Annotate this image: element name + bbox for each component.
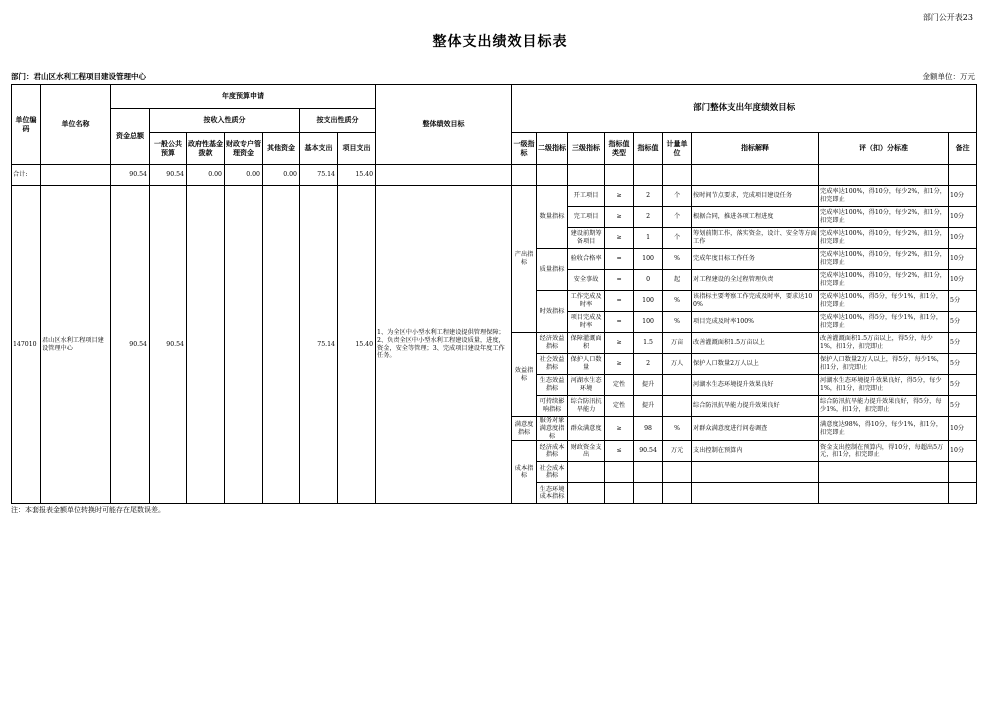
l1-cost: 成本指标 <box>512 441 537 504</box>
col-basic-exp: 基本支出 <box>300 133 338 165</box>
l3-indicator: 群众满意度 <box>568 417 605 441</box>
amount-unit-label: 金额单位：万元 <box>922 72 975 81</box>
value-type: ≥ <box>605 186 634 207</box>
measure-unit: 个 <box>663 186 692 207</box>
remark: 10分 <box>949 270 977 291</box>
l3-indicator: 验收合格率 <box>568 249 605 270</box>
col-total-funds: 资金总额 <box>111 109 150 165</box>
remark: 5分 <box>949 312 977 333</box>
l2-social: 社会效益指标 <box>537 354 568 375</box>
indicator-value: 1.5 <box>634 333 663 354</box>
col-fiscal-special: 财政专户管理资金 <box>225 133 263 165</box>
indicator-explanation: 项目完成及时率100% <box>692 312 819 333</box>
indicator-value: 98 <box>634 417 663 441</box>
measure-unit: 万人 <box>663 354 692 375</box>
indicator-explanation: 对群众满意度进行问卷调查 <box>692 417 819 441</box>
col-budget-request: 年度预算申请 <box>111 85 376 109</box>
value-type: ≥ <box>605 333 634 354</box>
scoring-standard: 完成率达100%，得10分，每少2%，扣1分，扣完即止 <box>819 249 949 270</box>
indicator-explanation: 该指标主要考察工作完成及时率，要求达100% <box>692 291 819 312</box>
l2-timeliness: 时效指标 <box>537 291 568 333</box>
measure-unit: 起 <box>663 270 692 291</box>
l3-indicator: 综合防汛抗旱能力 <box>568 396 605 417</box>
remark: 10分 <box>949 228 977 249</box>
indicator-explanation: 筹划前期工作，落实资金，设计、安全等方面工作 <box>692 228 819 249</box>
measure-unit: 万元 <box>663 441 692 462</box>
col-ind-l3: 三级指标 <box>568 133 605 165</box>
indicator-value: 2 <box>634 186 663 207</box>
scoring-standard: 完成率达100%，得5分，每少1%，扣1分，扣完即止 <box>819 291 949 312</box>
col-remark: 备注 <box>949 133 977 165</box>
indicator-explanation: 改善灌溉面积1.5万亩以上 <box>692 333 819 354</box>
l2-sustain: 可持续影响指标 <box>537 396 568 417</box>
value-type: = <box>605 249 634 270</box>
value-type: = <box>605 291 634 312</box>
table-row <box>12 186 977 207</box>
scoring-standard: 满意度达98%，得10分，每少1%，扣1分，扣完即止 <box>819 417 949 441</box>
unit-total-funds: 90.54 <box>111 186 150 504</box>
table-number-tag: 部门公开表23 <box>922 13 973 22</box>
l2-service: 服务对象满意度指标 <box>537 417 568 441</box>
remark: 5分 <box>949 333 977 354</box>
l2-quantity: 数量指标 <box>537 186 568 249</box>
total-other-value: 0.00 <box>263 165 300 186</box>
measure-unit: % <box>663 312 692 333</box>
indicator-value: 100 <box>634 291 663 312</box>
indicator-explanation: 综合防汛抗旱能力提升效果良好 <box>692 396 819 417</box>
unit-project-exp: 15.40 <box>338 186 376 504</box>
total-gov-fund-value: 0.00 <box>187 165 225 186</box>
value-type: = <box>605 312 634 333</box>
scoring-standard: 完成率达100%，得5分，每少1%，扣1分，扣完即止 <box>819 312 949 333</box>
measure-unit: % <box>663 417 692 441</box>
unit-name: 君山区水利工程项目建设管理中心 <box>41 186 111 504</box>
indicator-explanation: 河湖水生态环境提升效果良好 <box>692 375 819 396</box>
value-type: ≥ <box>605 354 634 375</box>
value-type: ≥ <box>605 228 634 249</box>
col-value: 指标值 <box>634 133 663 165</box>
col-dept-goal: 部门整体支出年度绩效目标 <box>512 85 977 133</box>
col-value-type: 指标值类型 <box>605 133 634 165</box>
indicator-explanation: 保护人口数量2万人以上 <box>692 354 819 375</box>
scoring-standard: 综合防汛抗旱能力提升效果良好，得5分，每少1%，扣1分，扣完即止 <box>819 396 949 417</box>
l2-quality: 质量指标 <box>537 249 568 291</box>
remark: 10分 <box>949 441 977 462</box>
l3-indicator: 财政资金支出 <box>568 441 605 462</box>
col-scoring: 评（扣）分标准 <box>819 133 949 165</box>
col-overall-goal: 整体绩效目标 <box>376 85 512 165</box>
scoring-standard: 资金支出控制在预算内，得10分，每超出5万元，扣1分，扣完即止 <box>819 441 949 462</box>
total-fiscal-value: 0.00 <box>225 165 263 186</box>
l1-satisfaction: 满意度指标 <box>512 417 537 441</box>
remark: 5分 <box>949 291 977 312</box>
value-type: 定性 <box>605 396 634 417</box>
l3-indicator: 河湖水生态环境 <box>568 375 605 396</box>
col-gov-fund: 政府性基金拨款 <box>187 133 225 165</box>
indicator-value: 0 <box>634 270 663 291</box>
unit-basic-exp: 75.14 <box>300 186 338 504</box>
measure-unit: 个 <box>663 228 692 249</box>
scoring-standard: 完成率达100%，得10分，每少2%，扣1分，扣完即止 <box>819 186 949 207</box>
indicator-explanation: 按时间节点要求，完成项目建设任务 <box>692 186 819 207</box>
indicator-value: 100 <box>634 312 663 333</box>
indicator-value: 90.54 <box>634 441 663 462</box>
col-unit-name: 单位名称 <box>41 85 111 165</box>
col-explanation: 指标解释 <box>692 133 819 165</box>
indicator-value: 2 <box>634 354 663 375</box>
col-unit-code: 单位编码 <box>12 85 41 165</box>
remark: 10分 <box>949 249 977 270</box>
value-type: 定性 <box>605 375 634 396</box>
value-type: ≥ <box>605 207 634 228</box>
l2-economic: 经济效益指标 <box>537 333 568 354</box>
measure-unit: % <box>663 291 692 312</box>
l3-indicator: 保障灌溉面积 <box>568 333 605 354</box>
remark: 5分 <box>949 396 977 417</box>
l3-indicator: 保护人口数量 <box>568 354 605 375</box>
indicator-explanation: 完成年度目标工作任务 <box>692 249 819 270</box>
value-type: = <box>605 270 634 291</box>
l1-benefit: 效益指标 <box>512 333 537 417</box>
l1-output: 产出指标 <box>512 186 537 333</box>
total-project-value: 15.40 <box>338 165 376 186</box>
value-type: ≤ <box>605 441 634 462</box>
remark: 10分 <box>949 186 977 207</box>
value-type: ≥ <box>605 417 634 441</box>
col-meas-unit: 计量单位 <box>663 133 692 165</box>
scoring-standard: 保护人口数量2万人以上，得5分，每少1%，扣1分，扣完即止 <box>819 354 949 375</box>
remark: 5分 <box>949 354 977 375</box>
remark: 10分 <box>949 417 977 441</box>
page-title: 整体支出绩效目标表 <box>432 34 568 50</box>
measure-unit: % <box>663 249 692 270</box>
col-other-funds: 其他资金 <box>263 133 300 165</box>
total-basic-value: 75.14 <box>300 165 338 186</box>
l2-eco-cost: 生态环境成本指标 <box>537 483 568 504</box>
remark: 10分 <box>949 207 977 228</box>
l3-indicator: 工作完成及时率 <box>568 291 605 312</box>
indicator-value: 1 <box>634 228 663 249</box>
l2-econ-cost: 经济成本指标 <box>537 441 568 462</box>
l3-indicator: 完工项目 <box>568 207 605 228</box>
total-funds-value: 90.54 <box>111 165 150 186</box>
indicator-explanation: 根据合同，推进各项工程进度 <box>692 207 819 228</box>
indicator-value: 提升 <box>634 396 663 417</box>
scoring-standard: 完成率达100%，得10分，每少2%，扣1分，扣完即止 <box>819 207 949 228</box>
unit-code: 147010 <box>12 186 41 504</box>
col-by-income: 按收入性质分 <box>150 109 300 133</box>
department-label: 部门：君山区水利工程项目建设管理中心 <box>11 72 146 81</box>
col-project-exp: 项目支出 <box>338 133 376 165</box>
remark: 5分 <box>949 375 977 396</box>
measure-unit: 万亩 <box>663 333 692 354</box>
col-general-budget: 一般公共预算 <box>150 133 187 165</box>
l2-eco: 生态效益指标 <box>537 375 568 396</box>
l3-indicator: 建设前期筹备项目 <box>568 228 605 249</box>
total-label: 合计: <box>12 165 41 186</box>
l3-indicator: 安全事故 <box>568 270 605 291</box>
l3-indicator: 开工项目 <box>568 186 605 207</box>
measure-unit: 个 <box>663 207 692 228</box>
indicator-explanation: 支出控制在预算内 <box>692 441 819 462</box>
overall-goal-text: 1、为全区中小型水利工程建设提供管理保障；2、负责全区中小型水利工程建设质量，进度，资金，安全等管理；3、完成项目建设年度工作任务。 <box>376 186 512 504</box>
total-general-value: 90.54 <box>150 165 187 186</box>
scoring-standard: 完成率达100%，得10分，每少2%，扣1分，扣完即止 <box>819 270 949 291</box>
performance-goal-table <box>11 84 977 504</box>
indicator-value: 2 <box>634 207 663 228</box>
total-row <box>12 165 977 186</box>
scoring-standard: 河湖水生态环境提升效果良好，得5分，每少1%，扣1分，扣完即止 <box>819 375 949 396</box>
indicator-value: 提升 <box>634 375 663 396</box>
col-ind-l2: 二级指标 <box>537 133 568 165</box>
l2-social-cost: 社会成本指标 <box>537 462 568 483</box>
measure-unit <box>663 375 692 396</box>
scoring-standard: 改善灌溉面积1.5万亩以上，得5分，每少1%，扣1分，扣完即止 <box>819 333 949 354</box>
footnote: 注：本套报表金额单位转换时可能存在尾数误差。 <box>11 506 165 514</box>
unit-general-budget: 90.54 <box>150 186 187 504</box>
l3-indicator: 项目完成及时率 <box>568 312 605 333</box>
col-ind-l1: 一级指标 <box>512 133 537 165</box>
measure-unit <box>663 396 692 417</box>
indicator-value: 100 <box>634 249 663 270</box>
col-by-expense: 按支出性质分 <box>300 109 376 133</box>
indicator-explanation: 对工程建设的全过程管理负责 <box>692 270 819 291</box>
scoring-standard: 完成率达100%，得10分，每少2%，扣1分，扣完即止 <box>819 228 949 249</box>
